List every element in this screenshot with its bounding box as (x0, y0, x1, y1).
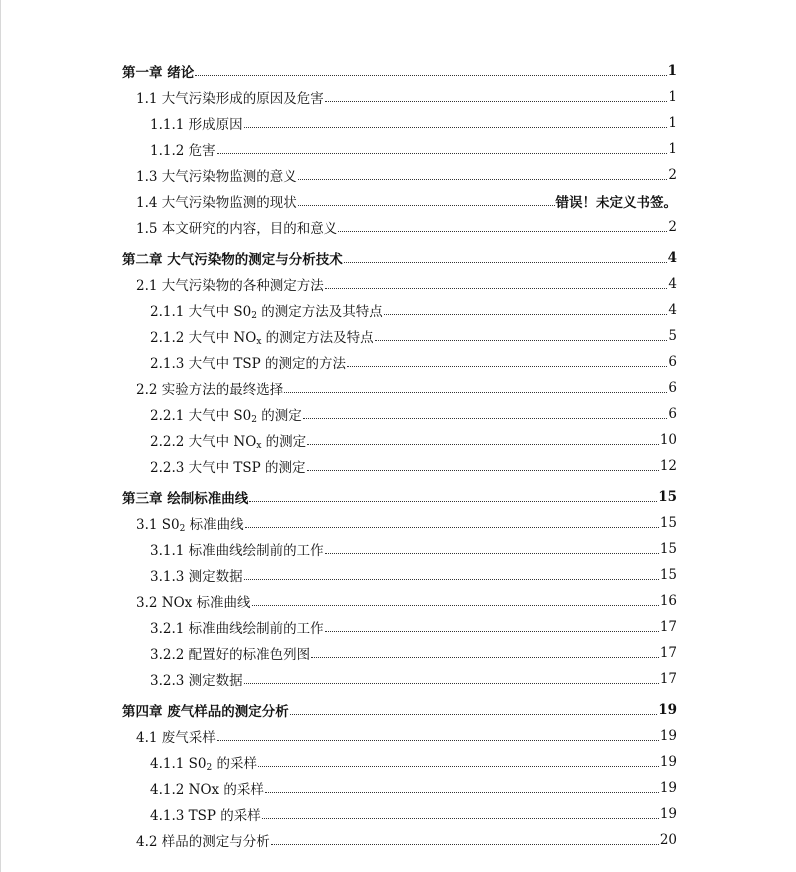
dot-leader (347, 365, 667, 367)
toc-entry-title: 4.1 废气采样 (136, 730, 216, 746)
dot-leader (325, 287, 668, 289)
toc-entry[interactable] (122, 510, 677, 536)
toc-entry-page-number: 19 (658, 702, 677, 718)
dot-leader (284, 391, 667, 393)
toc-entry[interactable] (122, 323, 677, 349)
toc-entry-title: 2.1.3 大气中 TSP 的测定的方法 (150, 356, 347, 372)
toc-entry[interactable] (122, 775, 677, 801)
toc-entry-page-number: 1 (668, 89, 677, 105)
toc-entry[interactable] (122, 58, 677, 84)
dot-leader (344, 261, 667, 263)
toc-entry-page-number: 20 (659, 832, 677, 848)
toc-entry[interactable] (122, 723, 677, 749)
toc-entry-page-number: 17 (659, 671, 677, 687)
toc-entry[interactable] (122, 640, 677, 666)
toc-entry-page-number: 12 (659, 458, 677, 474)
toc-entry-page-number: 6 (668, 406, 677, 422)
toc-entry-page-number: 10 (659, 432, 677, 448)
toc-entry-title: 4.1.3 TSP 的采样 (150, 808, 261, 824)
toc-entry[interactable] (122, 749, 677, 775)
toc-entry-page-number: 6 (668, 380, 677, 396)
toc-entry-page-number: 19 (659, 754, 677, 770)
toc-entry-page-number: 19 (659, 780, 677, 796)
toc-entry-page-number: 2 (668, 219, 677, 235)
dot-leader (252, 604, 659, 606)
table-of-contents (122, 58, 677, 853)
toc-entry[interactable] (122, 245, 677, 271)
toc-entry-title: 第一章 绪论 (122, 65, 195, 81)
toc-entry[interactable] (122, 801, 677, 827)
toc-entry[interactable] (122, 271, 677, 297)
dot-leader (325, 100, 668, 102)
toc-entry-page-number: 6 (668, 354, 677, 370)
toc-entry[interactable] (122, 484, 677, 510)
toc-entry-page-number: 1 (667, 63, 677, 79)
toc-entry[interactable] (122, 375, 677, 401)
dot-leader (307, 469, 659, 471)
toc-entry[interactable] (122, 453, 677, 479)
toc-entry[interactable] (122, 349, 677, 375)
toc-entry[interactable] (122, 614, 677, 640)
dot-leader (244, 682, 659, 684)
dot-leader (325, 630, 659, 632)
toc-entry-page-number: 4 (667, 250, 677, 266)
toc-entry-title: 4.2 样品的测定与分析 (136, 834, 270, 850)
toc-entry-title: 2.1 大气污染物的各种测定方法 (136, 278, 324, 294)
toc-entry-page-number: 19 (659, 806, 677, 822)
toc-entry-title: 2.2 实验方法的最终选择 (136, 382, 284, 398)
dot-leader (325, 552, 659, 554)
toc-entry-page-number: 17 (659, 645, 677, 661)
dot-leader (298, 204, 555, 206)
dot-leader (244, 578, 659, 580)
toc-entry-title: 第二章 大气污染物的测定与分析技术 (122, 252, 343, 268)
toc-entry[interactable] (122, 84, 677, 110)
toc-entry-page-number: 5 (668, 328, 677, 344)
toc-entry-title: 1.4 大气污染物监测的现状 (136, 195, 297, 211)
toc-entry-title: 第四章 废气样品的测定分析 (122, 704, 289, 720)
dot-leader (249, 500, 657, 502)
toc-entry-title: 4.1.2 NOx 的采样 (150, 782, 264, 798)
toc-entry[interactable] (122, 588, 677, 614)
toc-entry-page-number: 16 (659, 593, 677, 609)
toc-entry[interactable] (122, 110, 677, 136)
toc-entry-title: 3.2.2 配置好的标准色列图 (150, 647, 311, 663)
dot-leader (217, 152, 668, 154)
toc-entry-page-number: 15 (658, 489, 677, 505)
toc-entry-title: 3.2.3 测定数据 (150, 673, 243, 689)
toc-entry[interactable] (122, 136, 677, 162)
toc-entry-page-number: 1 (668, 115, 677, 131)
toc-entry[interactable] (122, 666, 677, 692)
toc-entry-title: 3.2 NOx 标准曲线 (136, 595, 251, 611)
toc-entry-title: 3.2.1 标准曲线绘制前的工作 (150, 621, 324, 637)
toc-entry-title: 1.5 本文研究的内容，目的和意义 (136, 221, 338, 237)
dot-leader (303, 417, 668, 419)
toc-entry-title: 2.2.1 大气中 $S0_2$ 的测定 (150, 408, 302, 425)
toc-entry-title: 2.2.2 大气中 $NO_x$ 的测定 (150, 434, 307, 451)
toc-entry-title: 2.2.3 大气中 TSP 的测定 (150, 460, 306, 476)
dot-leader (384, 313, 668, 315)
toc-entry-title: 第三章 绘制标准曲线 (122, 491, 249, 507)
toc-entry[interactable] (122, 297, 677, 323)
toc-entry-page-number: 4 (668, 276, 677, 292)
toc-entry-title: 3.1.1 标准曲线绘制前的工作 (150, 543, 324, 559)
dot-leader (307, 443, 659, 445)
toc-entry[interactable] (122, 401, 677, 427)
toc-entry-title: 4.1.1 $S0_2$ 的采样 (150, 756, 258, 773)
dot-leader (258, 765, 659, 767)
dot-leader (290, 713, 658, 715)
toc-entry-page-number: 1 (668, 141, 677, 157)
toc-entry-title: 3.1 $S0_2$ 标准曲线 (136, 517, 244, 534)
toc-entry-page-number: 4 (668, 302, 677, 318)
toc-entry-page-number: 17 (659, 619, 677, 635)
toc-entry-error-message: 错误！未定义书签。 (555, 195, 677, 211)
dot-leader (271, 843, 659, 845)
dot-leader (262, 817, 659, 819)
dot-leader (217, 739, 659, 741)
dot-leader (311, 656, 659, 658)
toc-entry-page-number: 15 (659, 541, 677, 557)
toc-entry[interactable] (122, 562, 677, 588)
toc-entry-title: 1.1 大气污染形成的原因及危害 (136, 91, 324, 107)
toc-entry-title: 1.3 大气污染物监测的意义 (136, 169, 297, 185)
toc-entry-page-number: 19 (659, 728, 677, 744)
dot-leader (298, 178, 668, 180)
dot-leader (375, 339, 668, 341)
toc-entry-title: 1.1.1 形成原因 (150, 117, 243, 133)
toc-entry[interactable] (122, 697, 677, 723)
toc-entry-page-number: 15 (659, 515, 677, 531)
dot-leader (265, 791, 659, 793)
dot-leader (338, 230, 667, 232)
toc-entry[interactable] (122, 536, 677, 562)
toc-entry[interactable] (122, 162, 677, 188)
toc-entry[interactable] (122, 427, 677, 453)
toc-entry-title: 2.1.1 大气中 $S0_2$ 的测定方法及其特点 (150, 304, 383, 321)
toc-entry[interactable] (122, 214, 677, 240)
toc-entry[interactable] (122, 827, 677, 853)
dot-leader (245, 526, 659, 528)
dot-leader (195, 74, 666, 76)
toc-entry-title: 2.1.2 大气中 $NO_x$ 的测定方法及特点 (150, 330, 374, 347)
toc-entry-page-number: 2 (668, 167, 677, 183)
dot-leader (244, 126, 668, 128)
toc-entry-page-number: 15 (659, 567, 677, 583)
toc-entry[interactable] (122, 188, 677, 214)
toc-entry-title: 3.1.3 测定数据 (150, 569, 243, 585)
toc-entry-title: 1.1.2 危害 (150, 143, 216, 159)
